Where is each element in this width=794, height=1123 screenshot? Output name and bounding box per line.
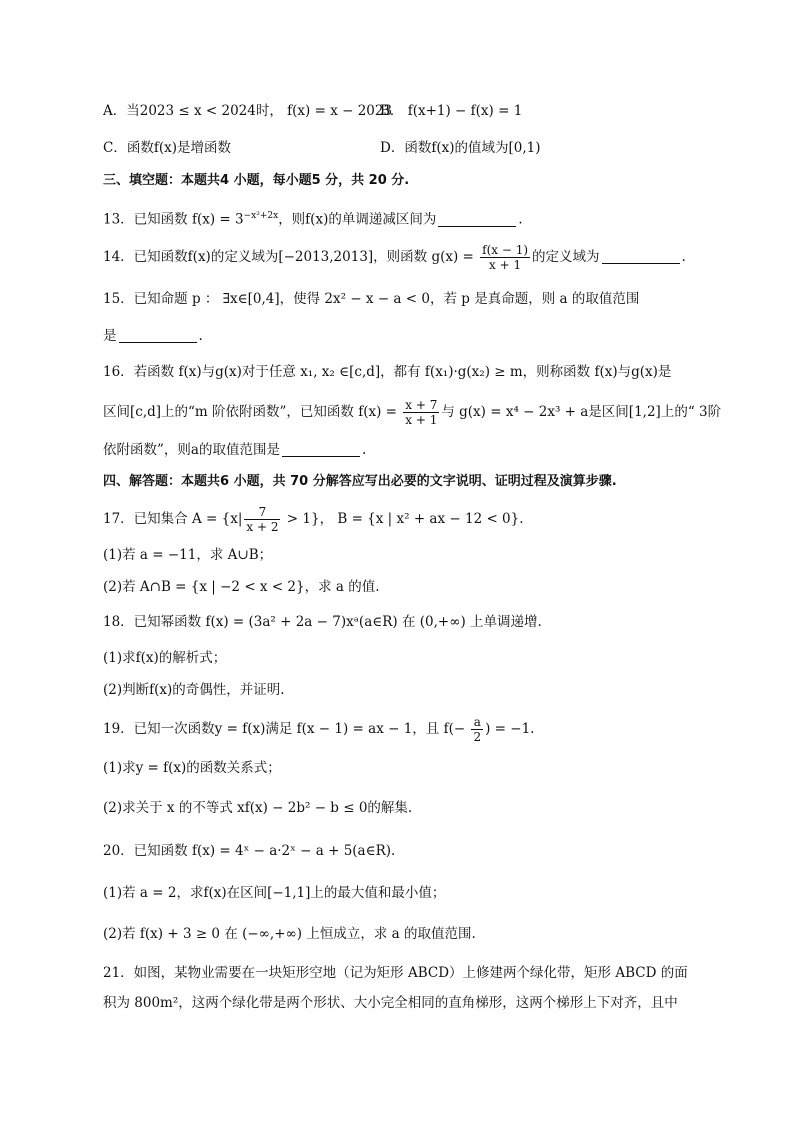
q19-denominator: 2 xyxy=(473,730,482,744)
answer-blank[interactable] xyxy=(602,249,680,264)
answer-blank[interactable] xyxy=(119,328,197,343)
q14-denominator: x + 1 xyxy=(489,258,522,272)
q16-denominator: x + 1 xyxy=(405,413,438,427)
option-row-ab xyxy=(103,100,694,122)
q17-numerator: 7 xyxy=(244,505,280,520)
q14-text-before: 14．已知函数f(x)的定义域为[−2013,2013]，则函数 g(x) = xyxy=(103,249,474,265)
answer-blank[interactable] xyxy=(282,442,360,457)
question-18-part-1: (1)求f(x)的解析式； xyxy=(103,650,227,666)
question-18-part-2: (2)判断f(x)的奇偶性，并证明. xyxy=(103,682,285,698)
q16-fraction xyxy=(403,398,439,427)
question-20-stem: 20．已知函数 f(x) = 4ˣ − a·2ˣ − a + 5(a∈R). xyxy=(103,843,396,859)
option-c: C．函数f(x)是增函数 xyxy=(103,140,231,156)
q19-text-before: 19．已知一次函数y = f(x)满足 f(x − 1) = ax − 1，且 f(− xyxy=(103,721,466,737)
q17-set-right: > 1} xyxy=(282,511,320,527)
question-16-line-2 xyxy=(103,398,722,427)
question-19-stem xyxy=(103,715,694,744)
option-d: D．函数f(x)的值域为[0,1) xyxy=(380,140,541,156)
q15-end: . xyxy=(198,328,203,344)
q16-text-after: 与 g(x) = x⁴ − 2x³ + a是区间[1,2]上的“ 3阶 xyxy=(441,404,722,420)
question-20-part-2: (2)若 f(x) + 3 ≥ 0 在 (−∞,+∞) 上恒成立，求 a 的取值范围. xyxy=(103,926,476,942)
section-3-title: 三、填空题：本题共4 小题，每小题5 分，共 20 分. xyxy=(103,173,410,188)
q16-text-before: 区间[c,d]上的“m 阶依附函数”，已知函数 f(x) = xyxy=(103,404,397,420)
question-17-stem xyxy=(103,505,694,534)
option-a: A．当2023 ≤ x < 2024时， f(x) = x − 2023 xyxy=(103,103,393,119)
q17-text-after: ， B = {x | x² + ax − 12 < 0}. xyxy=(319,511,524,527)
question-18-stem: 18．已知幂函数 f(x) = (3a² + 2a − 7)xᵃ(a∈R) 在 (0,+∞) 上单调递增. xyxy=(103,614,542,630)
question-19-part-2: (2)求关于 x 的不等式 xf(x) − 2b² − b ≤ 0的解集. xyxy=(103,800,413,816)
q16-numerator: x + 7 xyxy=(405,398,438,412)
section-4-title: 四、解答题：本题共6 小题，共 70 分解答应写出必要的文字说明、证明过程及演算步骤. xyxy=(103,474,617,489)
q17-text-before: 17．已知集合 A = xyxy=(103,511,218,527)
q17-set-left: {x| xyxy=(221,511,243,527)
option-row-cd xyxy=(103,137,694,159)
question-13 xyxy=(103,205,694,231)
q14-fraction xyxy=(480,243,530,272)
question-17-part-1: (1)若 a = −11，求 A∪B； xyxy=(103,547,273,563)
option-b: B． f(x+1) − f(x) = 1 xyxy=(380,103,523,119)
question-14 xyxy=(103,243,694,272)
q17-fraction xyxy=(244,505,280,534)
question-15-line-2 xyxy=(103,325,694,347)
q17-denominator: x + 2 xyxy=(246,520,279,534)
q19-numerator: a xyxy=(471,715,483,730)
answer-blank[interactable] xyxy=(438,212,516,227)
question-21-line-1: 21．如图，某物业需要在一块矩形空地（记为矩形 ABCD）上修建两个绿化带，矩形 ABCD 的面 xyxy=(103,965,688,981)
q19-fraction xyxy=(471,715,483,744)
question-16-line-1: 16．若函数 f(x)与g(x)对于任意 x₁, x₂ ∈[c,d]，都有 f(x₁)·g(x₂) ≥ m，则称函数 f(x)与g(x)是 xyxy=(103,364,672,380)
q14-numerator: f(x − 1) xyxy=(482,243,529,257)
q13-end: . xyxy=(518,211,523,228)
question-17-part-2: (2)若 A∩B = {x | −2 < x < 2}，求 a 的值. xyxy=(103,579,380,595)
q14-end: . xyxy=(681,249,686,265)
question-21-line-2: 积为 800m²，这两个绿化带是两个形状、大小完全相同的直角梯形，这两个梯形上下对齐，且中 xyxy=(103,995,678,1011)
q13-text-after: ，则f(x)的单调递减区间为 xyxy=(278,211,437,228)
question-15-line-1: 15．已知命题 p ： ∃x∈[0,4]，使得 2x² − x − a < 0，若 p 是真命题，则 a 的取值范围 xyxy=(103,291,640,307)
question-20-part-1: (1)若 a = 2，求f(x)在区间[−1,1]上的最大值和最小值； xyxy=(103,885,446,901)
q13-text-before: 13．已知函数 f(x) = 3 xyxy=(103,211,244,228)
q16-end: . xyxy=(361,442,367,458)
q16-line3-text: 依附函数”，则a的取值范围是 xyxy=(103,442,280,458)
q19-text-after: ) = −1. xyxy=(485,721,535,737)
question-16-line-3 xyxy=(103,439,694,461)
q13-exponent: −x²+2x xyxy=(243,211,279,221)
question-19-part-1: (1)求y = f(x)的函数关系式； xyxy=(103,760,281,776)
q14-text-after: 的定义域为 xyxy=(532,249,600,265)
q15-text-before: 是 xyxy=(103,328,117,344)
